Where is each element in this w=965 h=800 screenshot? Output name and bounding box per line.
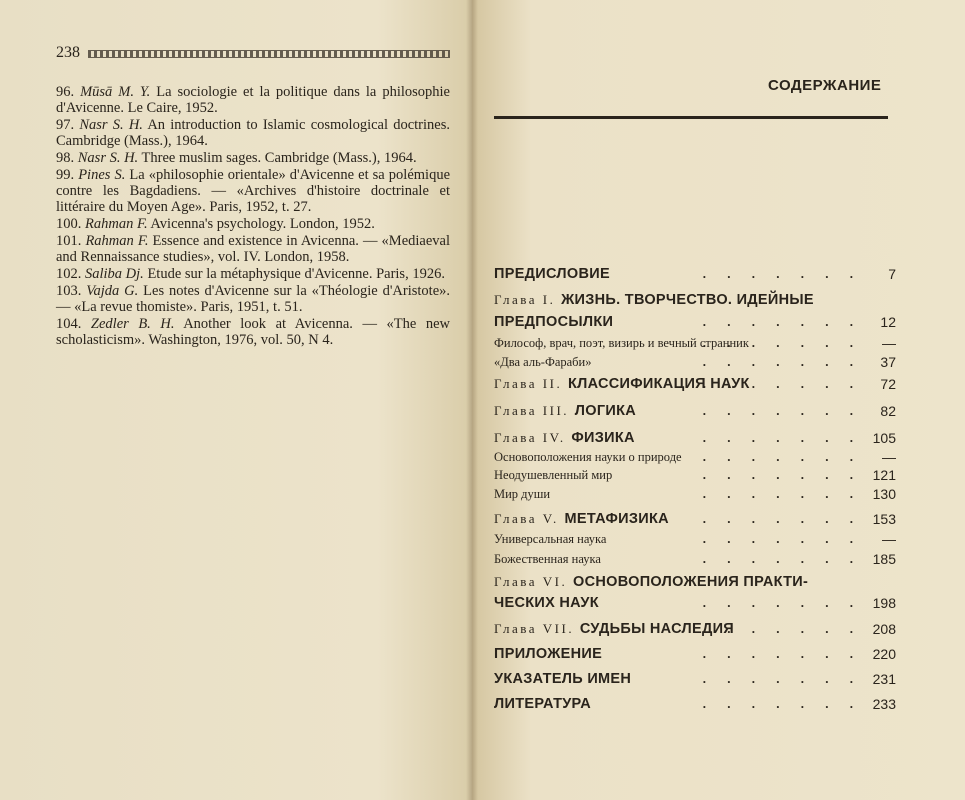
- toc-entry: [494, 531, 896, 547]
- reference-item: [56, 266, 450, 282]
- reference-number: 99.: [56, 167, 75, 183]
- reference-number: 100.: [56, 216, 82, 232]
- page-number: 238: [56, 44, 80, 61]
- toc-entry: [494, 511, 896, 527]
- reference-text: Les notes d'Avicenne sur la «Théologie d'Aristote». — «La revue thomiste». Paris, 1951, t. 51.: [56, 283, 451, 315]
- toc-page-number: 72: [880, 376, 896, 392]
- leader-dots: . . . . . . .: [702, 335, 862, 350]
- toc-entry: [494, 430, 896, 446]
- reference-number: 98.: [56, 150, 75, 166]
- title-rule: [494, 116, 888, 119]
- leader-dots: . . . . . . .: [702, 646, 862, 661]
- reference-author: Mūsā M. Y.: [80, 84, 151, 100]
- leader-dots: . . . . . . .: [702, 511, 862, 526]
- reference-author: Zedler B. H.: [90, 316, 175, 332]
- toc-entry-title: ОСНОВОПОЛОЖЕНИЯ ПРАКТИ-: [573, 574, 809, 590]
- leader-dots: . . . . . . .: [702, 467, 862, 482]
- toc-page-number: —: [882, 335, 896, 351]
- toc-entry: [494, 551, 896, 567]
- leader-dots: . . . . . . .: [702, 403, 862, 418]
- toc-entry-title: Философ, врач, поэт, визирь и вечный странник: [494, 336, 749, 350]
- leader-dots: . . . . . . .: [702, 266, 862, 281]
- toc-page-number: —: [882, 449, 896, 465]
- leader-dots: . . . . . . .: [702, 314, 862, 329]
- leader-dots: . . . . . . .: [702, 696, 862, 711]
- toc-entry: [494, 449, 896, 465]
- toc-page-number: 220: [872, 646, 896, 662]
- toc-page-number: 105: [872, 430, 896, 446]
- book-gutter: [466, 0, 478, 800]
- toc-page-number: 130: [872, 486, 896, 502]
- toc-entry: [494, 335, 896, 351]
- toc-entry: [494, 266, 896, 282]
- toc-page-number: 153: [872, 511, 896, 527]
- toc-entry: [494, 574, 896, 590]
- reference-item: [56, 316, 450, 348]
- leader-dots: . . . . . . .: [702, 354, 862, 369]
- chapter-prefix: Глава III.: [494, 403, 575, 418]
- toc-page-number: 233: [872, 696, 896, 712]
- reference-author: Nasr S. H.: [77, 150, 139, 166]
- toc-entry-title: КЛАССИФИКАЦИЯ НАУК: [567, 376, 750, 392]
- reference-text: Another look at Avicenna. — «The new scholasticism». Washington, 1976, vol. 50, N 4.: [56, 316, 450, 348]
- chapter-prefix: Глава II.: [494, 376, 568, 391]
- reference-number: 96.: [56, 84, 75, 100]
- toc-entry: [494, 314, 896, 330]
- reference-text: La «philosophie orientale» d'Avicenne et sa polémique contre les Bagdadiens. — «Archives d'histoire doctrinale et littéraire du Moyen Age». Paris, 1952, t. 27.: [56, 167, 451, 215]
- toc-page-number: —: [882, 531, 896, 547]
- leader-dots: . . . . . . .: [702, 531, 862, 546]
- toc-entry: [494, 467, 896, 483]
- leader-dots: . . . . . . .: [702, 486, 862, 501]
- toc-entry-title: СУДЬБЫ НАСЛЕДИЯ: [579, 621, 735, 637]
- reference-item: [56, 167, 450, 215]
- reference-item: [56, 117, 450, 149]
- toc-title: СОДЕРЖАНИЕ: [768, 77, 882, 94]
- reference-item: [56, 84, 450, 116]
- toc-entry: [494, 486, 896, 502]
- toc-entry-title: ФИЗИКА: [571, 430, 635, 446]
- reference-text: La sociologie et la politique dans la philosophie d'Avicenne. Le Caire, 1952.: [56, 84, 450, 116]
- leader-dots: . . . . . . .: [702, 449, 862, 464]
- leader-dots: . . . . . . .: [702, 621, 862, 636]
- toc-entry-title: Божественная наука: [494, 552, 601, 566]
- reference-author: Nasr S. H.: [79, 117, 143, 133]
- toc-entry-title: Мир души: [494, 487, 551, 501]
- leader-dots: . . . . . . .: [702, 551, 862, 566]
- toc-entry: [494, 595, 896, 611]
- toc-entry: [494, 696, 896, 712]
- chapter-prefix: Глава VII.: [494, 621, 580, 636]
- toc-page-number: 12: [880, 314, 896, 330]
- toc-entry-title: «Два аль-Фараби»: [494, 355, 592, 369]
- toc-page-number: 121: [872, 467, 896, 483]
- leader-dots: . . . . . . .: [702, 595, 862, 610]
- chapter-prefix: Глава I.: [494, 292, 562, 307]
- reference-list: [56, 84, 450, 349]
- toc-page-number: 82: [880, 403, 896, 419]
- toc-page-number: 198: [872, 595, 896, 611]
- toc-entry-title: МЕТАФИЗИКА: [564, 511, 669, 527]
- toc-entry: [494, 354, 896, 370]
- toc-page-number: 185: [872, 551, 896, 567]
- left-page: [0, 0, 472, 800]
- toc-entry-title: ЧЕСКИХ НАУК: [494, 595, 599, 611]
- reference-number: 97.: [56, 117, 75, 133]
- leader-dots: . . . . . . .: [702, 430, 862, 445]
- reference-author: Saliba Dj.: [85, 266, 144, 282]
- toc-entry-title: Неодушевленный мир: [494, 468, 613, 482]
- chapter-prefix: Глава IV.: [494, 430, 572, 445]
- reference-text: Three muslim sages. Cambridge (Mass.), 1964.: [138, 150, 417, 166]
- reference-item: [56, 283, 450, 315]
- reference-number: 101.: [56, 233, 82, 249]
- toc-entry: [494, 646, 896, 662]
- reference-item: [56, 233, 450, 265]
- reference-text: Avicenna's psychology. London, 1952.: [147, 216, 375, 232]
- toc-page-number: 7: [888, 266, 896, 282]
- reference-text: Etude sur la métaphysique d'Avicenne. Paris, 1926.: [143, 266, 445, 282]
- toc-entry: [494, 292, 896, 308]
- toc-entry: [494, 376, 896, 392]
- reference-number: 102.: [56, 266, 82, 282]
- chapter-prefix: Глава VI.: [494, 574, 573, 589]
- leader-dots: . . . . . . .: [702, 671, 862, 686]
- reference-author: Rahman F.: [85, 233, 149, 249]
- toc-entry-title: ЛОГИКА: [574, 403, 636, 419]
- reference-item: [56, 216, 450, 232]
- toc-entry: [494, 403, 896, 419]
- reference-number: 103.: [56, 283, 82, 299]
- toc-entry: [494, 671, 896, 687]
- toc-entry-title: Основоположения науки о природе: [494, 450, 682, 464]
- reference-item: [56, 150, 450, 166]
- toc-page-number: 37: [880, 354, 896, 370]
- reference-author: Vajda G.: [86, 283, 139, 299]
- reference-text: An introduction to Islamic cosmological doctrines. Cambridge (Mass.), 1964.: [56, 117, 450, 149]
- toc-entry-title: ПРЕДПОСЫЛКИ: [494, 314, 614, 330]
- chapter-prefix: Глава V.: [494, 511, 565, 526]
- toc-entry-title: ЖИЗНЬ. ТВОРЧЕСТВО. ИДЕЙНЫЕ: [561, 292, 814, 308]
- reference-author: Rahman F.: [85, 216, 148, 232]
- reference-author: Pines S.: [78, 167, 126, 183]
- reference-text: Essence and existence in Avicenna. — «Mediaeval and Rennaissance studies», vol. IV. London, 1958.: [56, 233, 450, 265]
- header-ornament: [88, 50, 450, 58]
- toc-entry-title: Универсальная наука: [494, 532, 607, 546]
- leader-dots: . . . . . . .: [702, 376, 862, 391]
- toc-entry: [494, 621, 896, 637]
- toc-page-number: 231: [872, 671, 896, 687]
- toc-entry-title: УКАЗАТЕЛЬ ИМЕН: [494, 671, 632, 687]
- toc-page-number: 208: [872, 621, 896, 637]
- reference-number: 104.: [56, 316, 82, 332]
- toc-entry-title: ПРИЛОЖЕНИЕ: [494, 646, 603, 662]
- toc-entry-title: ЛИТЕРАТУРА: [494, 696, 592, 712]
- toc-entry-title: ПРЕДИСЛОВИЕ: [494, 266, 610, 282]
